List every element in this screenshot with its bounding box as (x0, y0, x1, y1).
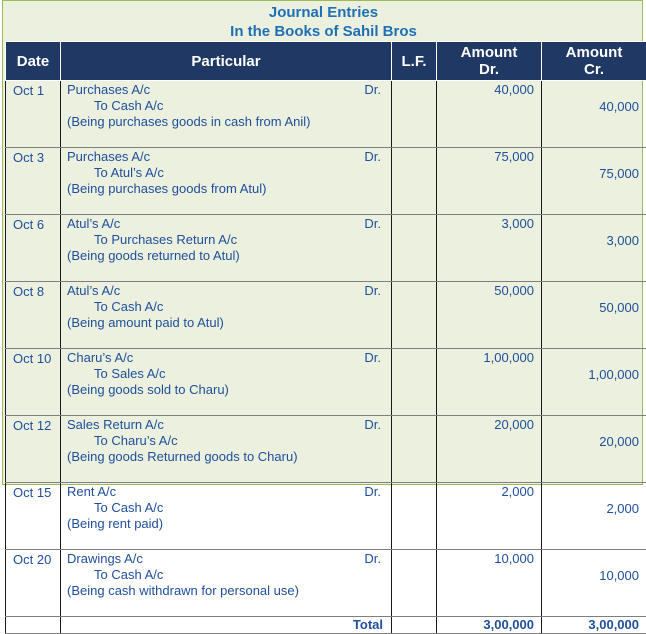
entry-credit-account: To Atul’s A/c (61, 165, 391, 181)
entry-amount-dr: 50,000 (437, 282, 542, 349)
entry-amount-dr: 20,000 (437, 416, 542, 483)
entry-date: Oct 10 (6, 349, 61, 416)
entry-particular (61, 349, 392, 416)
entry-amount-dr: 10,000 (437, 550, 542, 617)
entry-narration: (Being rent paid) (61, 516, 391, 532)
entry-credit-account: To Cash A/c (61, 500, 391, 516)
entry-credit-account: To Cash A/c (61, 299, 391, 315)
entry-amount-dr: 1,00,000 (437, 349, 542, 416)
entry-dr-marker: Dr. (364, 417, 381, 432)
entry-amount-cr: 75,000 (542, 148, 646, 215)
entry-date: Oct 8 (6, 282, 61, 349)
entry-date: Oct 3 (6, 148, 61, 215)
col-header-amount-dr-line2: Dr. (437, 61, 541, 78)
entry-dr-marker: Dr. (364, 350, 381, 365)
table-row (6, 550, 646, 617)
entry-date: Oct 1 (6, 81, 61, 148)
entry-lf (392, 550, 437, 617)
entry-lf (392, 282, 437, 349)
entry-amount-cr: 20,000 (542, 416, 646, 483)
page-subtitle: In the Books of Sahil Bros (3, 22, 644, 41)
entry-amount-dr: 3,000 (437, 215, 542, 282)
entry-dr-marker: Dr. (364, 283, 381, 298)
entry-amount-cr: 10,000 (542, 550, 646, 617)
journal-table (5, 41, 646, 634)
total-amount-dr: 3,00,000 (437, 617, 542, 634)
entry-dr-marker: Dr. (364, 149, 381, 164)
entry-date: Oct 12 (6, 416, 61, 483)
entry-amount-cr: 3,000 (542, 215, 646, 282)
entry-narration: (Being purchases goods from Atul) (61, 181, 391, 197)
table-header-row (6, 42, 646, 81)
entry-credit-account: To Cash A/c (61, 98, 391, 114)
entry-debit-account: Drawings A/c (61, 551, 391, 567)
col-header-amount-cr (542, 42, 646, 81)
col-header-amount-cr-line2: Cr. (542, 61, 646, 78)
entry-lf (392, 148, 437, 215)
entry-lf (392, 416, 437, 483)
page-title: Journal Entries (3, 3, 644, 22)
total-date (6, 617, 61, 634)
table-row (6, 215, 646, 282)
table-row (6, 81, 646, 148)
entry-narration: (Being goods returned to Atul) (61, 248, 391, 264)
entry-debit-account: Sales Return A/c (61, 417, 391, 433)
entry-lf (392, 483, 437, 550)
entry-debit-account: Purchases A/c (61, 82, 391, 98)
col-header-date: Date (6, 42, 61, 81)
total-amount-cr: 3,00,000 (542, 617, 646, 634)
col-header-amount-dr-line1: Amount (437, 44, 541, 61)
entry-dr-marker: Dr. (364, 216, 381, 231)
entry-credit-account: To Purchases Return A/c (61, 232, 391, 248)
entry-amount-cr: 50,000 (542, 282, 646, 349)
table-row (6, 282, 646, 349)
entry-dr-marker: Dr. (364, 551, 381, 566)
entry-date: Oct 20 (6, 550, 61, 617)
entry-narration: (Being cash withdrawn for personal use) (61, 583, 391, 599)
entry-amount-dr: 2,000 (437, 483, 542, 550)
entry-debit-account: Purchases A/c (61, 149, 391, 165)
col-header-amount-dr (437, 42, 542, 81)
entry-narration: (Being goods sold to Charu) (61, 382, 391, 398)
table-row (6, 483, 646, 550)
entry-amount-dr: 40,000 (437, 81, 542, 148)
entry-lf (392, 81, 437, 148)
col-header-lf: L.F. (392, 42, 437, 81)
entry-debit-account: Atul’s A/c (61, 216, 391, 232)
entry-amount-dr: 75,000 (437, 148, 542, 215)
total-label: Total (61, 617, 392, 634)
entry-date: Oct 15 (6, 483, 61, 550)
entry-particular (61, 416, 392, 483)
entry-amount-cr: 2,000 (542, 483, 646, 550)
col-header-amount-cr-line1: Amount (542, 44, 646, 61)
entry-amount-cr: 1,00,000 (542, 349, 646, 416)
journal-body (6, 81, 646, 634)
entry-narration: (Being goods Returned goods to Charu) (61, 449, 391, 465)
table-row (6, 416, 646, 483)
entry-particular (61, 483, 392, 550)
entry-particular (61, 282, 392, 349)
entry-debit-account: Charu’s A/c (61, 350, 391, 366)
entry-dr-marker: Dr. (364, 484, 381, 499)
entry-debit-account: Rent A/c (61, 484, 391, 500)
entry-credit-account: To Sales A/c (61, 366, 391, 382)
table-row (6, 349, 646, 416)
table-row (6, 148, 646, 215)
entry-debit-account: Atul’s A/c (61, 283, 391, 299)
entry-particular (61, 215, 392, 282)
entry-particular (61, 550, 392, 617)
col-header-particular: Particular (61, 42, 392, 81)
total-lf (392, 617, 437, 634)
entry-dr-marker: Dr. (364, 82, 381, 97)
total-row (6, 617, 646, 634)
entry-lf (392, 215, 437, 282)
entry-credit-account: To Cash A/c (61, 567, 391, 583)
entry-narration: (Being purchases goods in cash from Anil) (61, 114, 391, 130)
entry-particular (61, 148, 392, 215)
entry-credit-account: To Charu’s A/c (61, 433, 391, 449)
entry-particular (61, 81, 392, 148)
entry-date: Oct 6 (6, 215, 61, 282)
entry-amount-cr: 40,000 (542, 81, 646, 148)
entry-narration: (Being amount paid to Atul) (61, 315, 391, 331)
entry-lf (392, 349, 437, 416)
journal-sheet (2, 0, 643, 485)
